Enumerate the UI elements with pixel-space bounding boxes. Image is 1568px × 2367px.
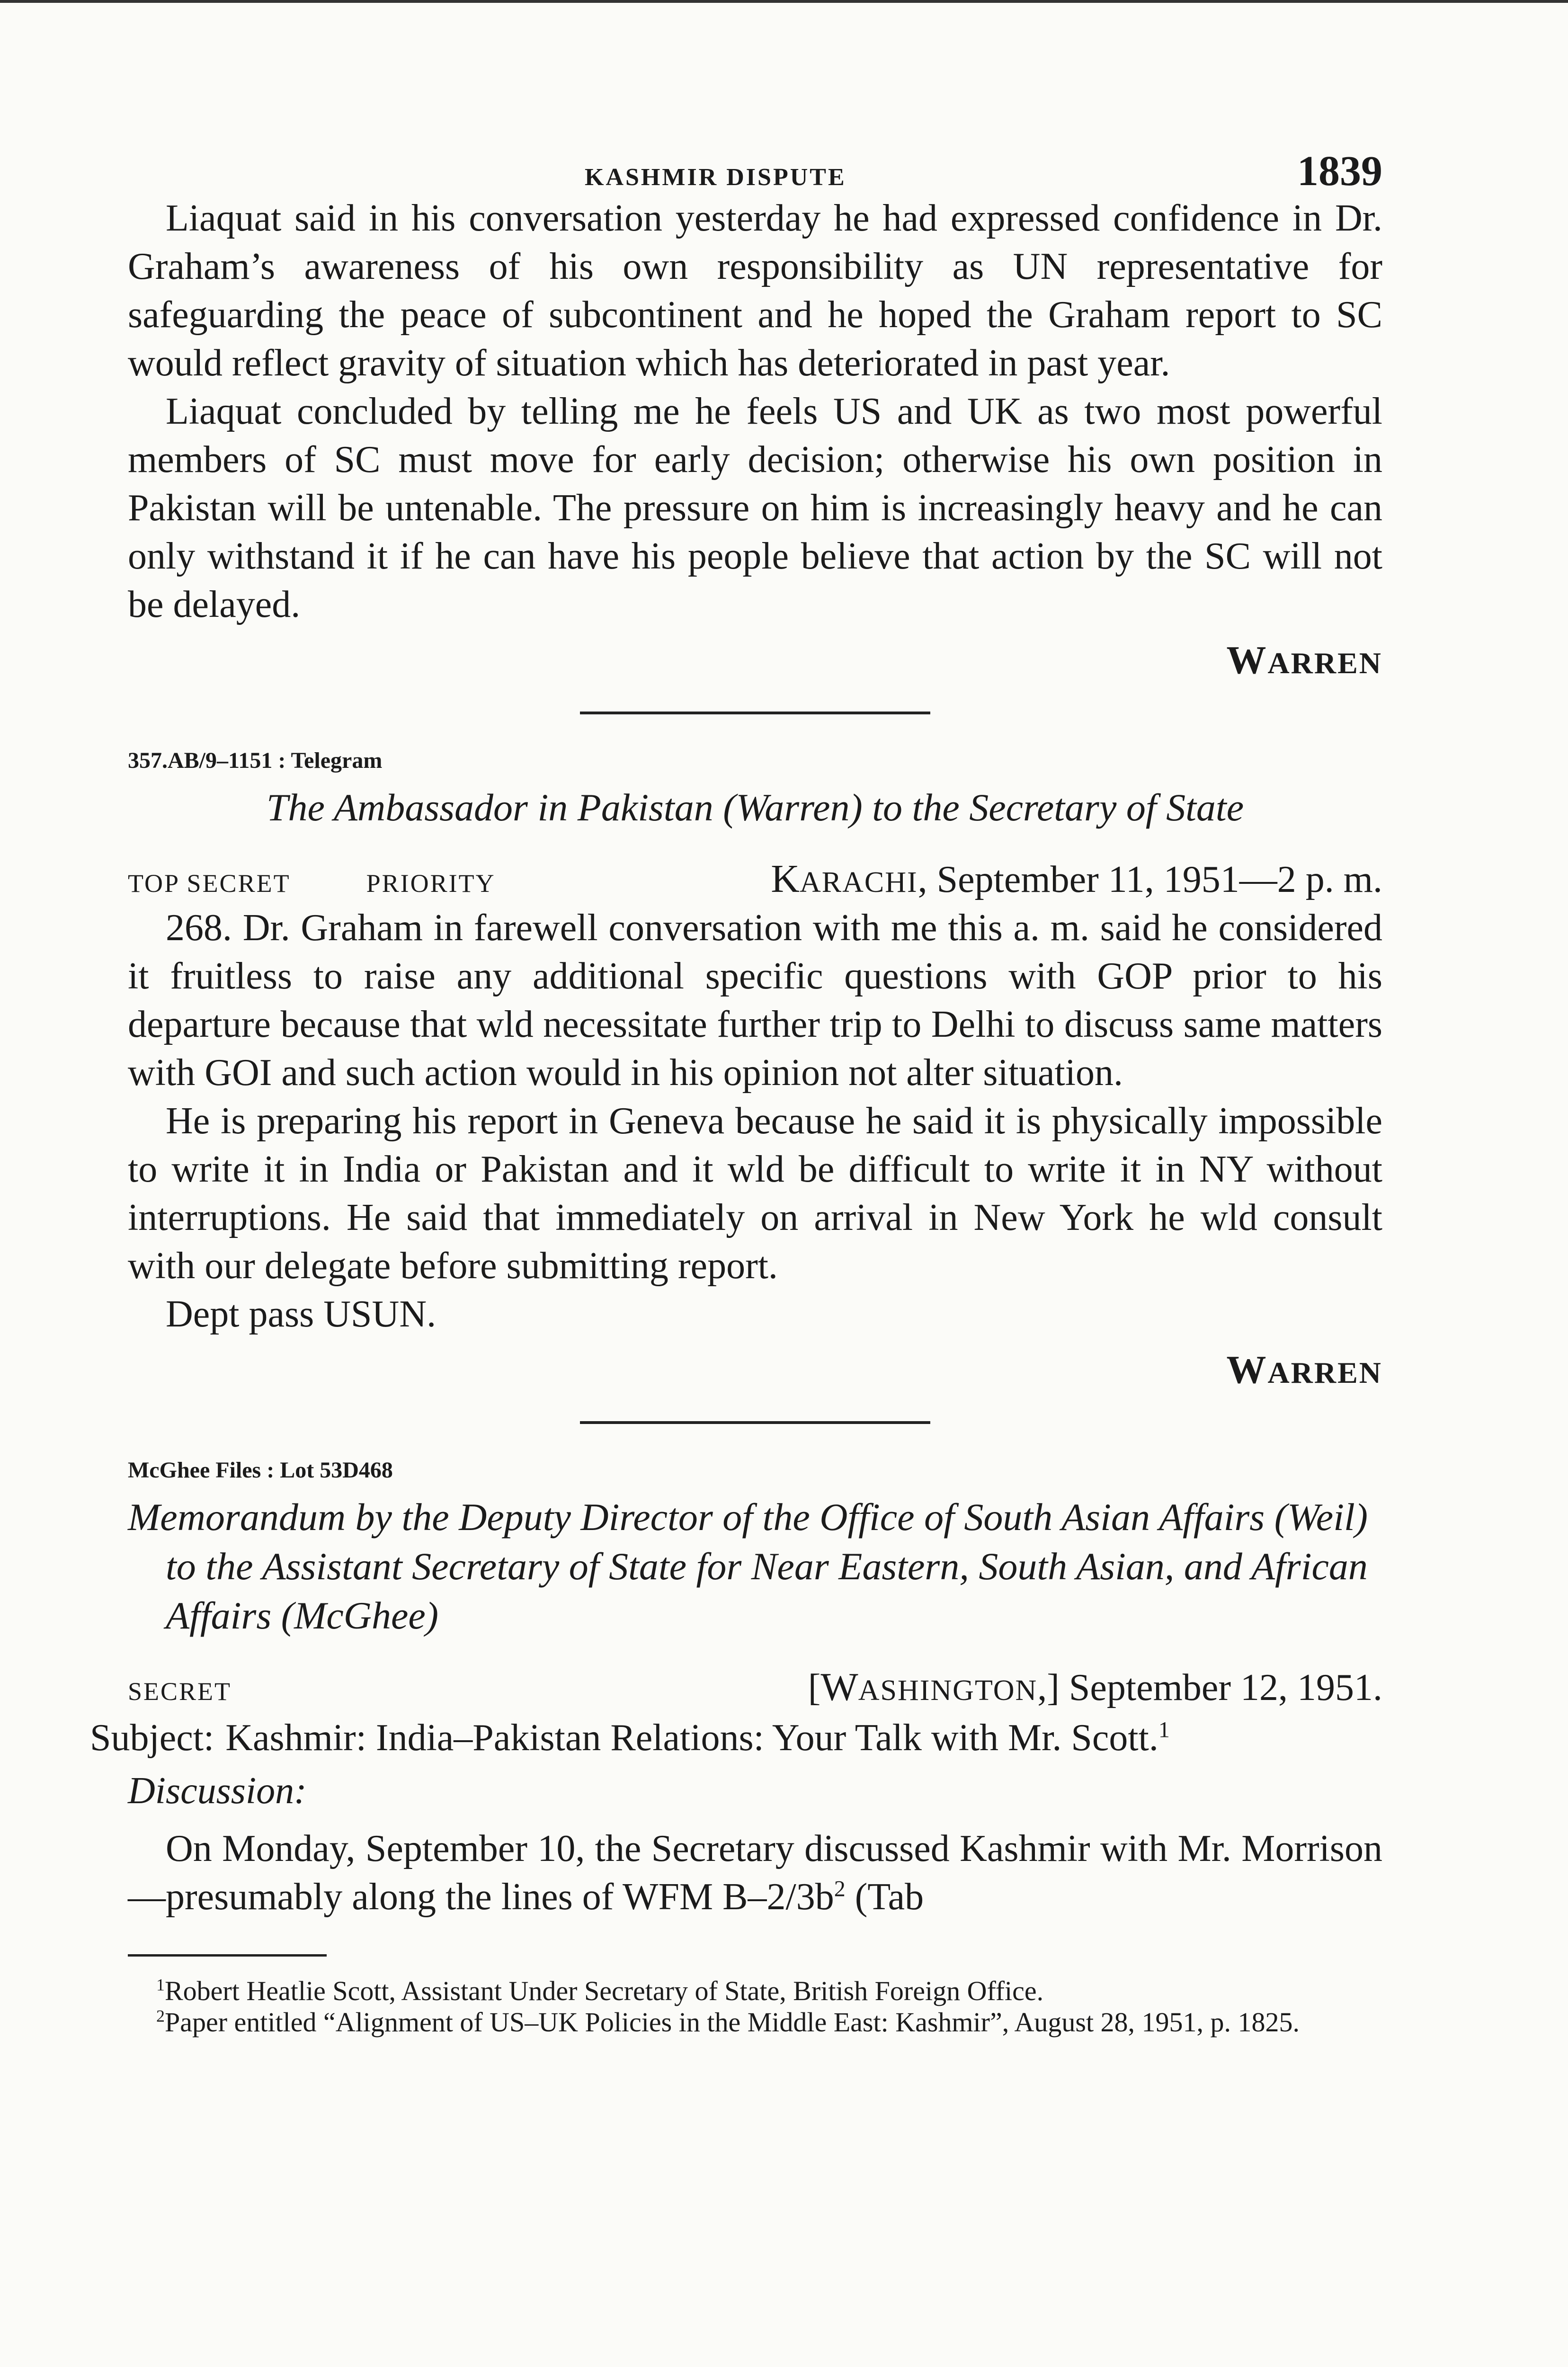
paragraph: On Monday, September 10, the Secretary discussed Kashmir with Mr. Morrison—presumably along the lines of WFM $B-2/3b^2$ (Tab bbox=[128, 1828, 1382, 1918]
section-continuation bbox=[128, 194, 1382, 683]
footnotes bbox=[128, 1975, 1382, 2038]
dateline: KARACHI, September 11, 1951—2 p. m. bbox=[771, 857, 1382, 901]
section-divider bbox=[580, 1421, 930, 1424]
dateline: [WASHINGTON,] September 12, 1951. bbox=[808, 1665, 1382, 1709]
classification-row bbox=[128, 856, 1382, 902]
memorandum-section bbox=[90, 1457, 1382, 1921]
subject-line bbox=[90, 1714, 1382, 1762]
document-heading: Memorandum by the Deputy Director of the Office of South Asian Affairs (Weil) to the Assistant Secretary of State for Near Eastern, South Asian, and African Affairs (McGhee) bbox=[128, 1495, 1368, 1637]
running-header bbox=[128, 137, 1382, 194]
footnote-rule bbox=[128, 1954, 327, 1957]
signature: WARREN bbox=[1226, 1348, 1382, 1392]
section-divider bbox=[580, 712, 930, 714]
subject-text: Kashmir: India–Pakistan Relations: Your Talk with Mr. Scott. bbox=[225, 1717, 1158, 1759]
signature: WARREN bbox=[1226, 638, 1382, 682]
subject-label: Subject: bbox=[90, 1717, 214, 1759]
page-number: 1839 bbox=[1297, 148, 1382, 195]
paragraph: 268. Dr. Graham in farewell conversation with me this a. m. said he considered it fruitless to raise any additional specific questions with GOP prior to his departure because that wld necessitate further trip to Delhi to discuss same matters with GOI and such action would in his opinion not alter situation. bbox=[128, 907, 1382, 1094]
classification-label: SECRET bbox=[128, 1677, 232, 1706]
priority-label: PRIORITY bbox=[366, 869, 496, 898]
paragraph: Liaquat said in his conversation yesterday he had expressed confidence in Dr. Graham’s awareness of his own responsibility as UN representative for safeguarding the peace of subcontinent and he hoped the Graham report to SC would reflect gravity of situation which has deteriorated in past year. bbox=[128, 197, 1382, 384]
paragraph: Dept pass USUN. bbox=[166, 1293, 437, 1335]
footnote-ref: 2 bbox=[834, 1876, 846, 1902]
file-reference: 357.AB/9–1151 : Telegram bbox=[128, 748, 383, 773]
footnote-ref: 1 bbox=[1158, 1717, 1170, 1743]
footnote: $^1$Robert Heatlie Scott, Assistant Under Secretary of State, British Foreign Office. bbox=[156, 1975, 1044, 2006]
classification-row bbox=[128, 1664, 1382, 1710]
telegram-section bbox=[128, 747, 1382, 1393]
paragraph: Liaquat concluded by telling me he feels US and UK as two most powerful members of SC must move for early decision; otherwise his own position in Pakistan will be untenable. The pressure on him is increasingly heavy and he can only withstand it if he can have his people believe that action by the SC will not be delayed. bbox=[128, 391, 1382, 625]
running-title: KASHMIR DISPUTE bbox=[585, 164, 846, 191]
top-edge-rule bbox=[0, 0, 1568, 3]
paragraph: He is preparing his report in Geneva because he said it is physically impossible to write it in India or Pakistan and it wld be difficult to write it in NY without interruptions. He said that immediately on arrival in New York he wld consult with our delegate before submitting report. bbox=[128, 1100, 1382, 1287]
document-heading: The Ambassador in Pakistan (Warren) to the Secretary of State bbox=[266, 786, 1244, 829]
footnote: $^2$Paper entitled “Alignment of US–UK Policies in the Middle East: Kashmir”, August 28, 1951, p. 1825. bbox=[156, 2006, 1300, 2038]
file-reference: McGhee Files : Lot 53D468 bbox=[128, 1458, 393, 1483]
classification-label: TOP SECRET bbox=[128, 869, 291, 898]
document-page bbox=[90, 137, 1382, 2038]
discussion-label: Discussion: bbox=[128, 1770, 307, 1812]
